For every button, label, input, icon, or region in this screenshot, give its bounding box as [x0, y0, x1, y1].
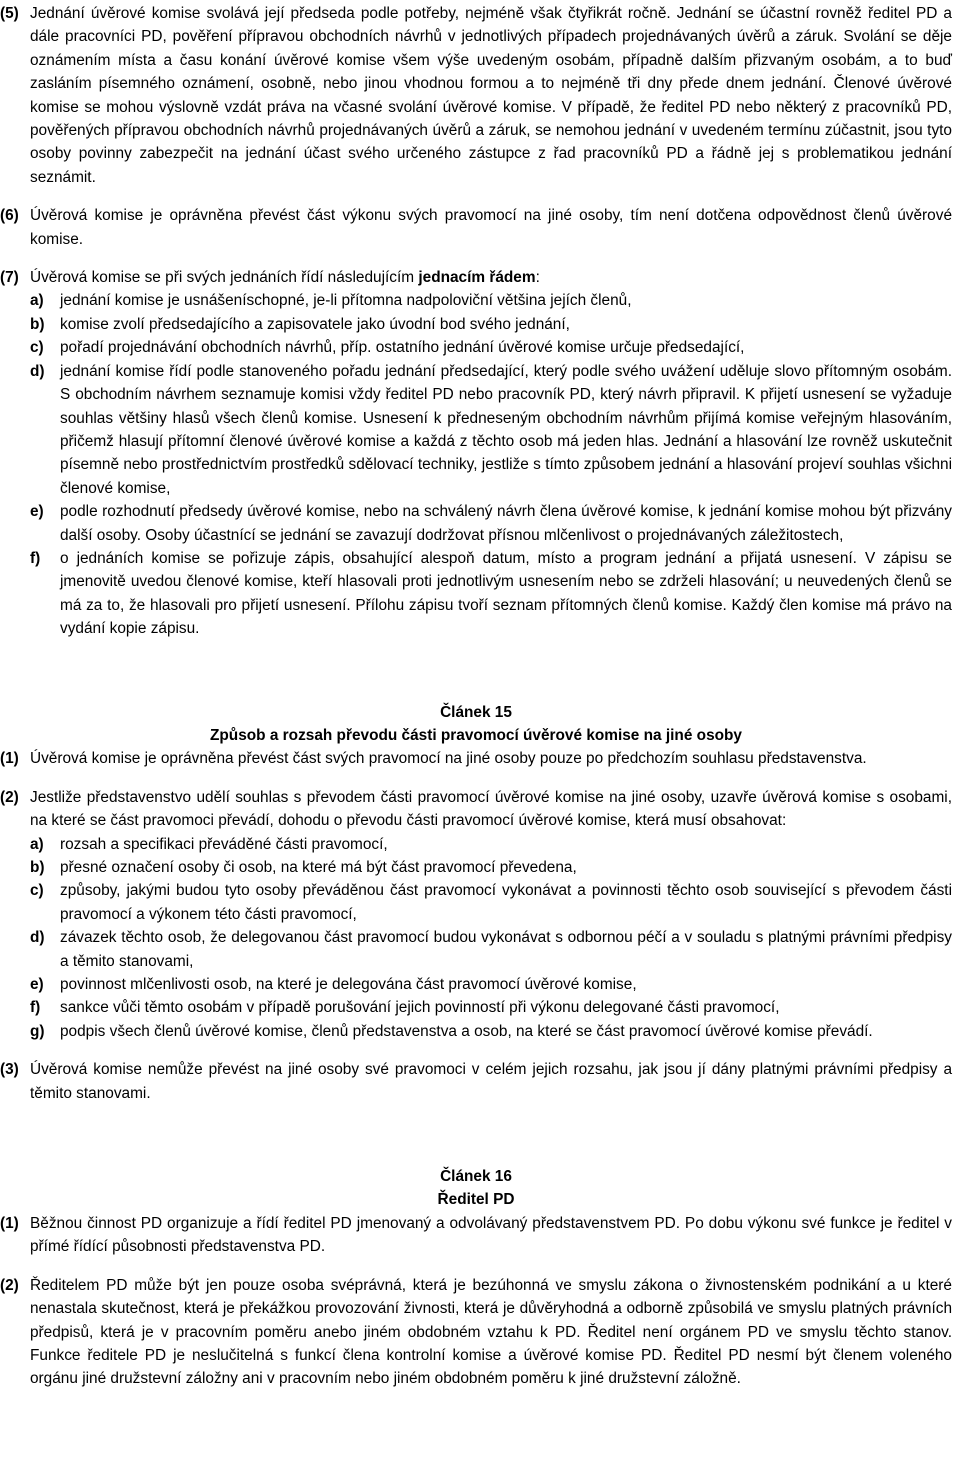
article-subtitle: Ředitel PD	[437, 1191, 515, 1209]
paragraph-text: Běžnou činnost PD organizuje a řídí ředitel PD jmenovaný a odvolávaný představenstvem PD. Po dobu výkonu své funkce je ředitel v přímé řídící působnosti představenstva PD.	[30, 1214, 952, 1256]
list-item-text: způsoby, jakými budou tyto osoby převáděnou část pravomocí vykonávat a povinnosti těchto osob související s převodem části pravomocí a výkonem této části pravomocí,	[60, 882, 952, 923]
list-item-label: e)	[30, 503, 44, 521]
list-item-label: a)	[30, 835, 44, 853]
list-item-label: b)	[30, 315, 45, 333]
list-item-text: jednání komise řídí podle stanoveného pořadu jednání předsedající, který podle svého uvážení uděluje slovo přítomným osobám. S obchodním návrhem seznamuje komisi vždy ředitel PD nebo pracovník PD, který návrh připravil. K přijetí usnesení se vyžaduje souhlas většiny hlasů všech členů komise. Usnesení k předneseným obchodním návrhům přijímá komise veřejným hlasováním, přičemž hlasují přítomní členové úvěrové komise a každá z těchto osob má jeden hlas. Jednání a hlasování lze rovněž uskutečnit písemně nebo prostřednictvím prostředků sdělovací techniky, jestliže s tímto způsobem jednání a hlasování projeví souhlas všichni členové komise,	[60, 362, 952, 497]
paragraph-1	[0, 747, 952, 770]
paragraph-text: Úvěrová komise je oprávněna převést část svých pravomocí na jiné osoby pouze po předchozím souhlasu představenstva.	[30, 750, 867, 768]
list-item-label: f)	[30, 999, 41, 1017]
paragraph-text: Úvěrová komise je oprávněna převést část výkonu svých pravomocí na jiné osoby, tím není dotčena odpovědnost členů úvěrové komise.	[30, 207, 952, 248]
list-item	[0, 833, 952, 856]
article-subtitle: Způsob a rozsah převodu části pravomocí úvěrové komise na jiné osoby	[210, 726, 742, 744]
list-item-text: komise zvolí předsedajícího a zapisovatele jako úvodní bod svého jednání,	[60, 315, 570, 333]
list-item-text: podpis všech členů úvěrové komise, členů představenstva a osob, na které se část pravomocí úvěrové komise převádí.	[60, 1022, 873, 1040]
list-item	[0, 879, 952, 926]
list-item	[0, 996, 952, 1019]
list-item-text: podle rozhodnutí předsedy úvěrové komise, nebo na schválený návrh člena úvěrové komise, k jednání komise mohou být přizvány další osoby. Osoby účastnící se jednání se zavazují dodržovat přísnou mlčenlivost o projednávaných záležitostech,	[60, 503, 952, 544]
paragraph-5	[0, 2, 952, 189]
agreement-contents-list	[0, 833, 952, 1044]
list-item	[0, 856, 952, 879]
list-item-label: f)	[30, 549, 41, 567]
article-16	[0, 1165, 952, 1391]
paragraph-number: (2)	[0, 1276, 19, 1294]
list-item	[0, 1020, 952, 1043]
rules-list	[0, 289, 952, 640]
article-15	[0, 701, 952, 1106]
list-item-text: rozsah a specifikaci převáděné části pravomocí,	[60, 835, 388, 853]
article-title: Článek 16	[440, 1168, 512, 1186]
list-item-label: c)	[30, 882, 44, 900]
paragraph-number: (3)	[0, 1061, 19, 1079]
paragraph-number: (7)	[0, 269, 19, 287]
list-item-label: c)	[30, 339, 44, 357]
list-item	[0, 547, 952, 641]
list-item-label: g)	[30, 1022, 45, 1040]
list-item-text: závazek těchto osob, že delegovanou část pravomocí budou vykonávat s odbornou péčí a v souladu s platnými právními předpisy a těmito stanovami,	[60, 929, 952, 970]
list-item	[0, 336, 952, 359]
paragraph-text: Ředitelem PD může být jen pouze osoba svéprávná, která je bezúhonná ve smyslu zákona o živnostenském podnikání a u které nenastala skutečnost, která je překážkou provozování živnosti, která je důvěryhodná a odborně způsobilá ve smyslu platných právních předpisů, která je v pracovním poměru anebo jiném obdobném vztahu k PD. Ředitel není orgánem PD ve smyslu těchto stanov. Funkce ředitele PD je neslučitelná s funkcí člena kontrolní komise a úvěrové komise PD. Ředitel PD nesmí být členem voleného orgánu jiné družstevní záložny ani v pracovním nebo jiném obdobném poměru k jiné družstevní záložně.	[30, 1276, 952, 1388]
paragraph-3	[0, 1058, 952, 1105]
list-item	[0, 360, 952, 500]
paragraph-text-end: :	[535, 269, 540, 287]
list-item-text: o jednáních komise se pořizuje zápis, obsahující alespoň datum, místo a program jednání a přijatá usnesení. V zápisu se jmenovitě uvedou členové komise, kteří hlasovali proti jednotlivým usnesením nebo se zdrželi hlasování; u neuvedených členů se má za to, že hlasovali pro přijetí usnesení. Přílohu zápisu tvoří seznam přítomných členů komise. Každý člen komise má právo na vydání kopie zápisu.	[60, 549, 952, 638]
paragraph-1	[0, 1212, 952, 1259]
paragraph-text: Jestliže představenstvo udělí souhlas s převodem části pravomocí úvěrové komise na jiné osoby, uzavře úvěrová komise s osobami, na které se část pravomoci převádí, dohodu o převodu části pravomocí úvěrové komise, která musí obsahovat:	[30, 788, 952, 830]
list-item-text: pořadí projednávání obchodních návrhů, příp. ostatního jednání úvěrové komise určuje předsedající,	[60, 339, 745, 357]
list-item-text: povinnost mlčenlivosti osob, na které je delegována část pravomocí úvěrové komise,	[60, 976, 637, 994]
list-item-label: d)	[30, 362, 45, 380]
list-item	[0, 289, 952, 312]
paragraph-7	[0, 266, 952, 641]
emphasis-text: jednacím řádem	[418, 269, 536, 287]
list-item-label: d)	[30, 929, 45, 947]
list-item-text: sankce vůči těmto osobám v případě porušování jejich povinností při výkonu delegované části pravomocí,	[60, 999, 780, 1017]
paragraph-text: Jednání úvěrové komise svolává její předseda podle potřeby, nejméně však čtyřikrát ročně. Jednání se účastní rovněž ředitel PD a dále pracovníci PD, pověření přípravou obchodních návrhů v jednotlivých případech projednávaných úvěrů a záruk. Svolání se děje oznámením místa a času konání úvěrové komise všem výše uvedeným osobám, případně dalším přizvaným osobám, a to buď zasláním písemného oznámení, osobně, nebo jinou vhodnou formou a to nejméně tři dny přede dnem jednání. Členové úvěrové komise se mohou výslovně vzdát práva na včasné svolání úvěrové komise. V případě, že ředitel PD nebo některý z pracovníků PD, pověřených přípravou obchodních návrhů projednávaných úvěrů a záruk, se nemohou jednání v uvedeném termínu zúčastnit, jsou tyto osoby povinny zabezpečit na jednání účast svého určeného zástupce z řad pracovníků PD a řádně jej s problematikou jednání seznámit.	[30, 5, 952, 186]
article-title: Článek 15	[440, 703, 512, 721]
paragraph-number: (2)	[0, 788, 19, 806]
paragraph-number: (6)	[0, 207, 19, 225]
list-item	[0, 500, 952, 547]
paragraph-2	[0, 786, 952, 1043]
list-item-text: jednání komise je usnášeníschopné, je-li přítomna nadpoloviční většina jejích členů,	[60, 292, 632, 310]
list-item	[0, 926, 952, 973]
list-item-label: a)	[30, 292, 44, 310]
list-item-label: b)	[30, 859, 45, 876]
list-item	[0, 313, 952, 336]
paragraph-number: (5)	[0, 5, 19, 22]
list-item-label: e)	[30, 976, 44, 994]
list-item-text: přesné označení osoby či osob, na které má být část pravomocí převedena,	[60, 859, 577, 876]
paragraph-2	[0, 1274, 952, 1391]
paragraph-number: (1)	[0, 750, 19, 768]
paragraph-text: Úvěrová komise se při svých jednáních řídí následujícím	[30, 269, 419, 287]
paragraph-number: (1)	[0, 1214, 19, 1232]
paragraph-text: Úvěrová komise nemůže převést na jiné osoby své pravomoci v celém jejich rozsahu, jak jsou jí dány platnými právními předpisy a těmito stanovami.	[30, 1061, 952, 1102]
list-item	[0, 973, 952, 996]
paragraph-6	[0, 204, 952, 251]
